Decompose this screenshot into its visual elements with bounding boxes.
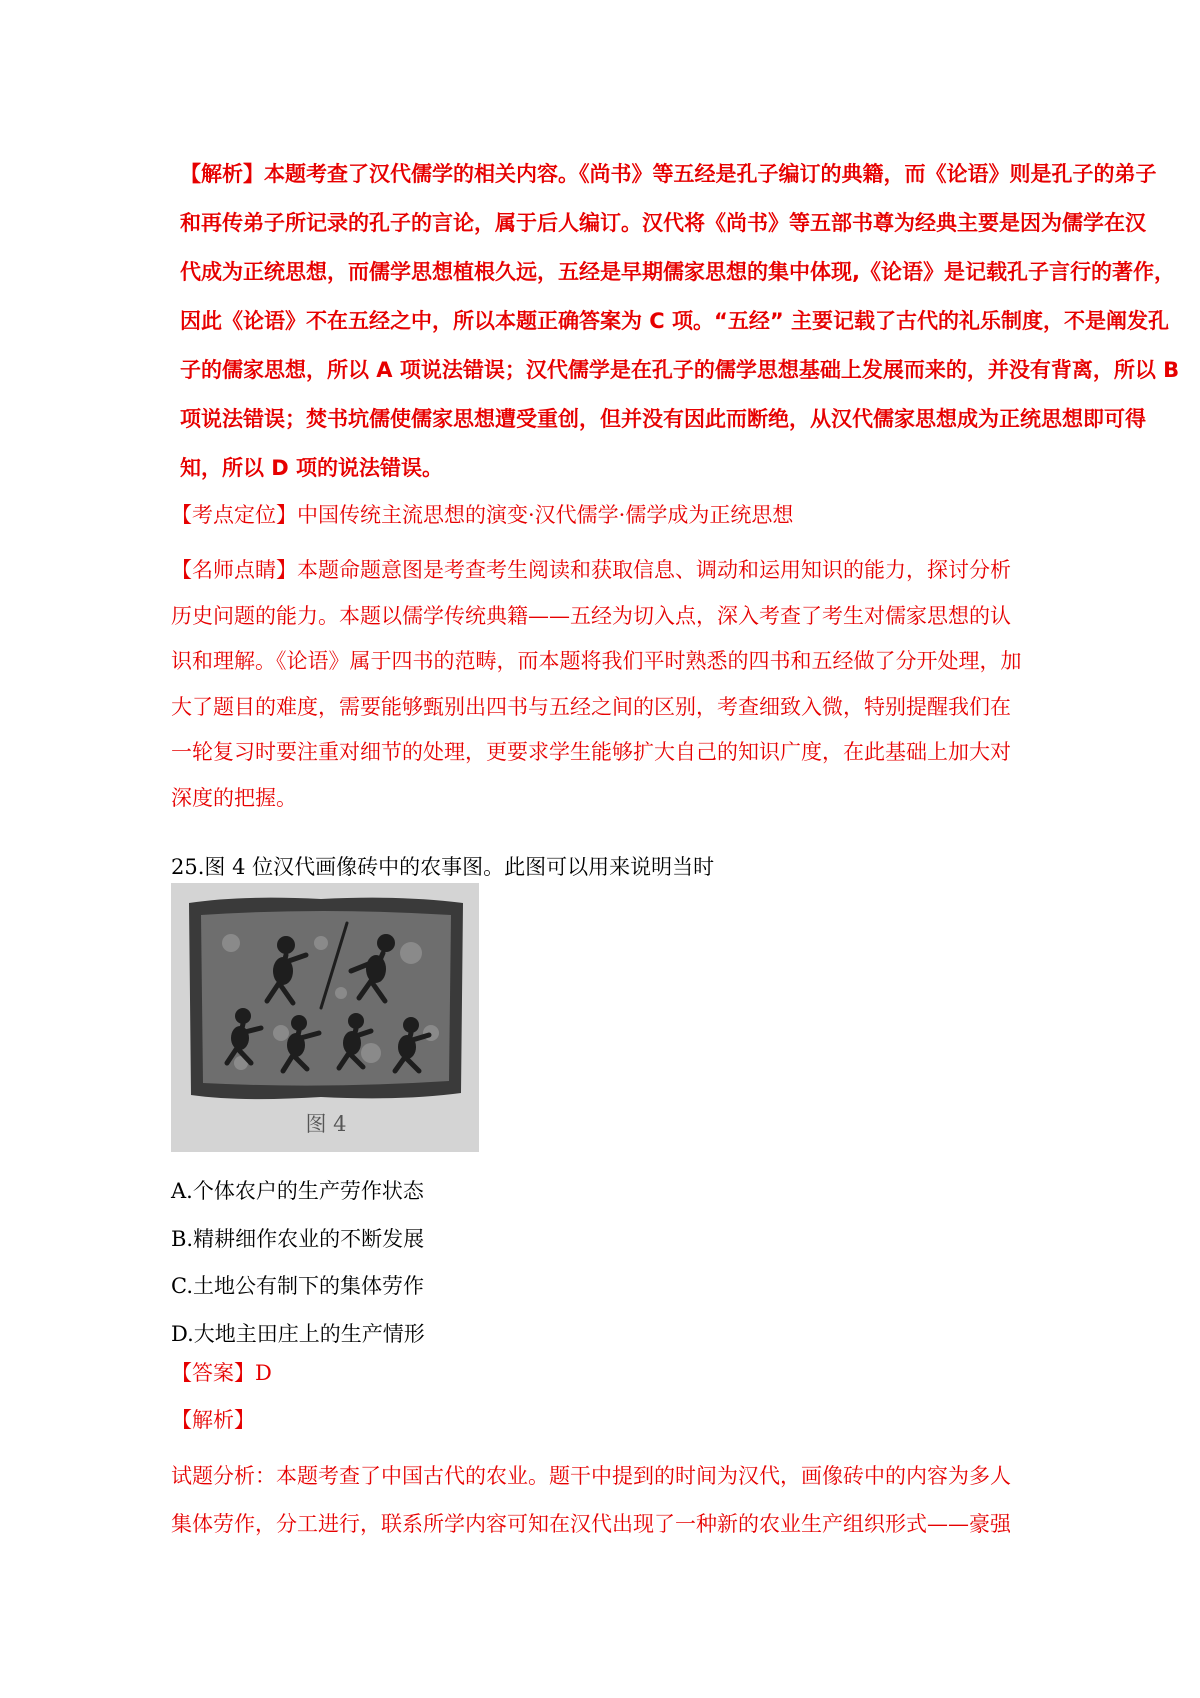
analysis-line: 子的儒家思想，所以 A 项说法错误；汉代儒学是在孔子的儒学思想基础上发展而来的，并没有背离，所以 B [180, 358, 1180, 382]
kaodian-prefix: 【考点定位】 [171, 503, 297, 527]
analysis-text-line: 试题分析：本题考查了中国古代的农业。题干中提到的时间为汉代，画像砖中的内容为多人 [171, 1464, 1011, 1488]
answer-value: D [255, 1361, 272, 1385]
figure-caption: 图 4 [305, 1112, 347, 1136]
analysis-line: 【解析】本题考查了汉代儒学的相关内容。《尚书》等五经是孔子编订的典籍，而《论语》则是孔子的弟子 [180, 162, 1157, 186]
mingshi-line: 识和理解。《论语》属于四书的范畴，而本题将我们平时熟悉的四书和五经做了分开处理，加 [171, 649, 1022, 673]
jiexi-heading: 【解析】 [171, 1408, 255, 1432]
question-stem: 25.图 4 位汉代画像砖中的农事图。此图可以用来说明当时 [171, 855, 715, 879]
options-list [171, 1168, 425, 1358]
analysis-line: 因此《论语》不在五经之中，所以本题正确答案为 C 项。“五经” 主要记载了古代的礼乐制度，不是阐发孔 [180, 309, 1169, 333]
mingshi-line: 【名师点睛】本题命题意图是考查考生阅读和获取信息、调动和运用知识的能力，探讨分析 [171, 558, 1011, 582]
option-b: B.精耕细作农业的不断发展 [171, 1226, 425, 1251]
analysis-paragraph [171, 1453, 1011, 1548]
analysis-line: 代成为正统思想，而儒学思想植根久远，五经是早期儒家思想的集中体现,《论语》是记载孔子言行的著作， [180, 260, 1175, 284]
analysis-paragraph-bold [180, 150, 1179, 493]
mingshi-line: 历史问题的能力。本题以儒学传统典籍——五经为切入点，深入考查了考生对儒家思想的认 [171, 603, 1011, 628]
analysis-line: 知，所以 D 项的说法错误。 [180, 456, 444, 480]
mingshi-line: 深度的把握。 [171, 785, 297, 810]
answer-prefix: 【答案】 [171, 1361, 255, 1385]
option-d: D.大地主田庄上的生产情形 [171, 1321, 425, 1346]
analysis-text-line: 集体劳作，分工进行，联系所学内容可知在汉代出现了一种新的农业生产组织形式——豪强 [171, 1511, 1011, 1536]
kaodian-text: 中国传统主流思想的演变·汉代儒学·儒学成为正统思想 [297, 503, 794, 527]
kaodian-line [171, 500, 793, 530]
answer-line [171, 1358, 272, 1388]
analysis-line: 和再传弟子所记录的孔子的言论，属于后人编订。汉代将《尚书》等五部书尊为经典主要是因为儒学在汉 [180, 211, 1146, 235]
mingshi-paragraph [171, 548, 1022, 821]
option-a: A.个体农户的生产劳作状态 [171, 1179, 424, 1203]
option-c: C.土地公有制下的集体劳作 [171, 1274, 424, 1298]
analysis-line: 项说法错误；焚书坑儒使儒家思想遭受重创，但并没有因此而断绝，从汉代儒家思想成为正统思想即可得 [180, 407, 1146, 431]
mingshi-line: 一轮复习时要注重对细节的处理，更要求学生能够扩大自己的知识广度，在此基础上加大对 [171, 740, 1011, 764]
figure-han-brick-relief [171, 883, 479, 1152]
mingshi-line: 大了题目的难度，需要能够甄别出四书与五经之间的区别，考查细致入微，特别提醒我们在 [171, 694, 1011, 719]
